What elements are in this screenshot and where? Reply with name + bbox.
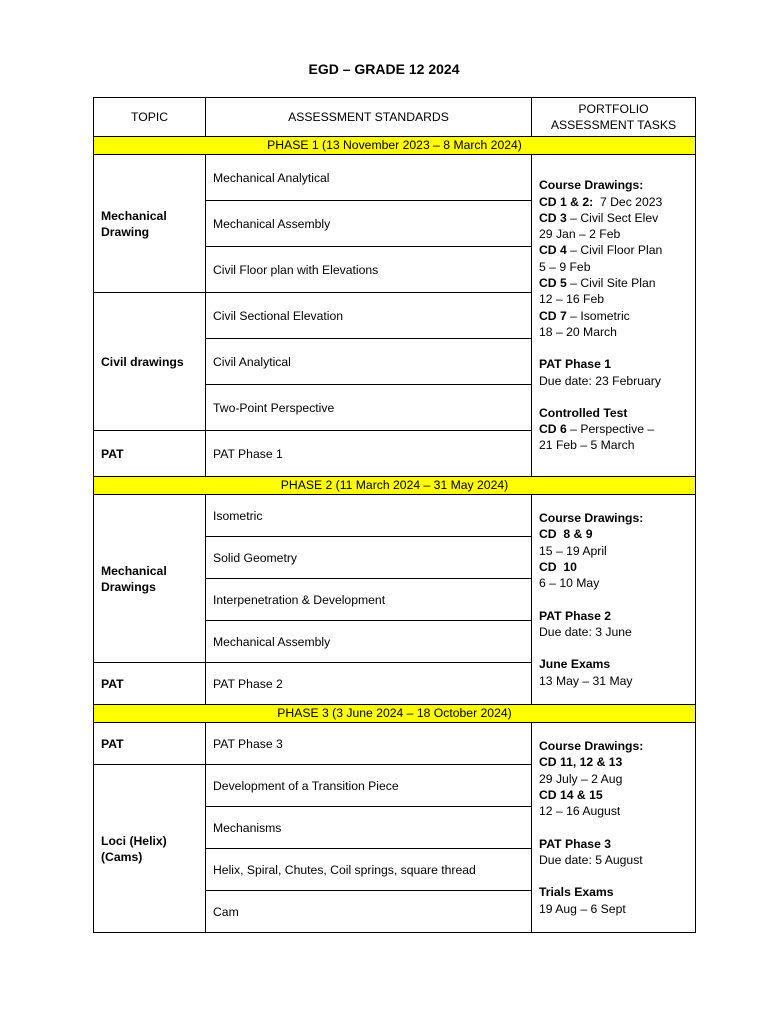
header-tasks: PORTFOLIO ASSESSMENT TASKS — [532, 98, 696, 137]
topic-cell: PAT — [94, 431, 206, 477]
topic-cell: PAT — [94, 663, 206, 705]
standard-cell: Helix, Spiral, Chutes, Coil springs, square thread — [206, 849, 532, 891]
standard-cell: Cam — [206, 891, 532, 933]
standard-cell: PAT Phase 1 — [206, 431, 532, 477]
standard-cell: Interpenetration & Development — [206, 579, 532, 621]
topic-cell: Loci (Helix) (Cams) — [94, 765, 206, 933]
header-standards: ASSESSMENT STANDARDS — [206, 98, 532, 137]
topic-cell: Mechanical Drawings — [94, 495, 206, 663]
standard-cell: Civil Sectional Elevation — [206, 293, 532, 339]
standard-cell: Civil Floor plan with Elevations — [206, 247, 532, 293]
topic-cell: Civil drawings — [94, 293, 206, 431]
standard-cell: Civil Analytical — [206, 339, 532, 385]
document-title: EGD – GRADE 12 2024 — [308, 61, 460, 77]
tasks-cell-phase-3: Course Drawings: CD 11, 12 & 13 29 July – 2 Aug CD 14 & 15 12 – 16 August PAT Phase 3 Due date: 5 August Trials Exams 19 Aug – 6 Sept — [532, 723, 696, 933]
header-topic: TOPIC — [94, 98, 206, 137]
topic-cell: PAT — [94, 723, 206, 765]
header-row — [94, 98, 696, 137]
tasks-cell-phase-1: Course Drawings: CD 1 & 2: 7 Dec 2023 CD 3 – Civil Sect Elev 29 Jan – 2 Feb CD 4 – Civil Floor Plan 5 – 9 Feb CD 5 – Civil Site Plan 12 – 16 Feb CD 7 – Isometric 18 – 20 March PAT Phase 1 Due date: 23 February Controlled Test CD 6 – Perspective – 21 Feb – 5 March — [532, 155, 696, 477]
standard-cell: Mechanisms — [206, 807, 532, 849]
standard-cell: Mechanical Assembly — [206, 201, 532, 247]
standard-cell: PAT Phase 2 — [206, 663, 532, 705]
tasks-heading: Course Drawings: — [539, 178, 644, 193]
phase-3-banner: PHASE 3 (3 June 2024 – 18 October 2024) — [94, 705, 696, 723]
standard-cell: Development of a Transition Piece — [206, 765, 532, 807]
assessment-plan-table — [93, 97, 696, 933]
standard-cell: PAT Phase 3 — [206, 723, 532, 765]
topic-cell: Mechanical Drawing — [94, 155, 206, 293]
phase-2-banner: PHASE 2 (11 March 2024 – 31 May 2024) — [94, 477, 696, 495]
standard-cell: Solid Geometry — [206, 537, 532, 579]
standard-cell: Two-Point Perspective — [206, 385, 532, 431]
tasks-cell-phase-2: Course Drawings: CD 8 & 9 15 – 19 April CD 10 6 – 10 May PAT Phase 2 Due date: 3 June June Exams 13 May – 31 May — [532, 495, 696, 705]
phase-1-banner: PHASE 1 (13 November 2023 – 8 March 2024) — [94, 137, 696, 155]
standard-cell: Mechanical Assembly — [206, 621, 532, 663]
standard-cell: Mechanical Analytical — [206, 155, 532, 201]
standard-cell: Isometric — [206, 495, 532, 537]
